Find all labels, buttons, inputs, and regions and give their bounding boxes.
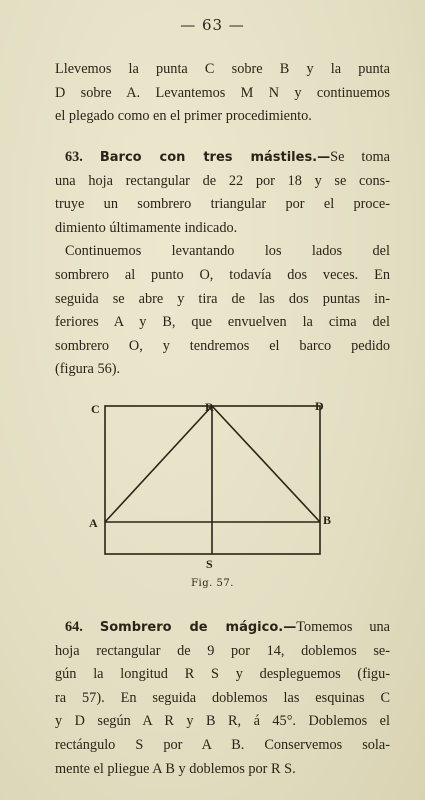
figure-57 <box>85 396 335 581</box>
heading-rest: Tomemos una <box>296 619 391 635</box>
text-line: truye un sombrero triangular por el proce- <box>55 196 390 213</box>
fold-diagram <box>85 396 335 581</box>
text-line: hoja rectangular de 9 por 14, doblemos se- <box>55 642 390 659</box>
text-line: gún la longitud R S y despleguemos (figu- <box>55 666 390 683</box>
text-line: feriores A y B, que envuelven la cima del <box>55 314 390 331</box>
text-line: sombrero O, y tendremos el barco pedido <box>55 337 390 354</box>
section-number: 63. <box>65 149 83 165</box>
text-line: Llevemos la punta C sobre B y la punta <box>55 61 390 77</box>
text-line: y D según A R y B R, á 45°. Doblemos el <box>55 713 390 730</box>
label-s: S <box>206 557 213 571</box>
section-number: 64. <box>65 619 83 635</box>
text-line: ra 57). En seguida doblemos las esquinas C <box>55 689 390 706</box>
section-63 <box>55 146 390 382</box>
label-c: C <box>91 402 100 416</box>
text-line: mente el pliegue A B y doblemos por R S. <box>55 760 296 777</box>
section-64 <box>55 616 390 781</box>
text-line: rectángulo S por A B. Conservemos sola- <box>55 736 390 753</box>
label-b: B <box>323 513 332 527</box>
section-heading-line <box>55 146 390 170</box>
section-title: Sombrero de mágico.— <box>99 620 297 635</box>
page-number: — 63 — <box>180 16 245 34</box>
text-line: una hoja rectangular de 22 por 18 y se cons- <box>55 172 390 189</box>
text-line: D sobre A. Levantemos M N y continuemos <box>55 84 390 101</box>
text-line: el plegado como en el primer procedimiento. <box>55 108 312 125</box>
section-title: Barco con tres mástiles.— <box>99 150 331 165</box>
heading-rest: Se toma <box>330 149 390 165</box>
line-ar <box>105 406 212 522</box>
label-d: D <box>315 399 324 413</box>
text-line: sombrero al punto O, todavía dos veces. En <box>55 266 390 283</box>
label-a: A <box>89 516 98 530</box>
text-line: (figura 56). <box>55 361 121 378</box>
text-line: dimiento últimamente indicado. <box>55 219 238 236</box>
section-heading-line <box>55 616 390 640</box>
paragraph-intro <box>55 58 390 129</box>
text-line: seguida se abre y tira de las dos puntas in- <box>55 290 390 307</box>
label-r: R <box>205 400 214 414</box>
text-line: Continuemos levantando los lados del <box>65 243 390 260</box>
line-br <box>212 406 320 522</box>
figure-caption: Fig. 57. <box>191 578 234 589</box>
